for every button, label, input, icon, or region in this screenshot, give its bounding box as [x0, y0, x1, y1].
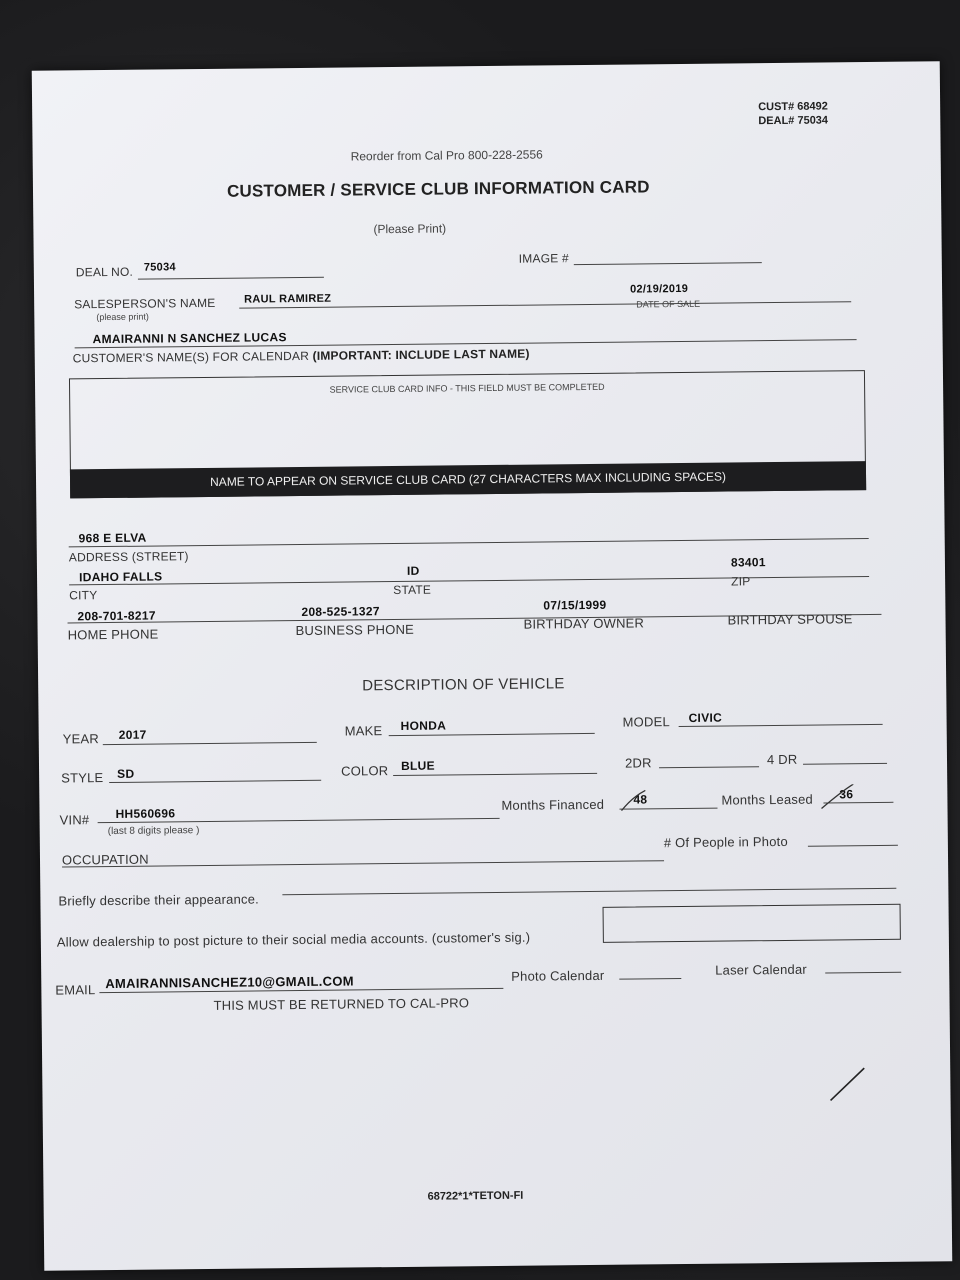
make-line [389, 733, 595, 736]
make-label: MAKE [344, 723, 383, 739]
zip-label: ZIP [731, 574, 751, 589]
two-door-label: 2DR [624, 755, 652, 771]
image-no-label: IMAGE # [518, 251, 569, 266]
vin-value: HH560696 [115, 806, 176, 821]
months-leased-value: 36 [839, 787, 854, 802]
color-label: COLOR [341, 763, 389, 779]
months-financed-value: 48 [633, 792, 648, 807]
customer-name-value: AMAIRANNI N SANCHEZ LUCAS [92, 330, 287, 347]
city-label: CITY [69, 588, 98, 603]
vehicle-section-title: DESCRIPTION OF VEHICLE [362, 675, 565, 695]
occupation-label: OCCUPATION [61, 851, 149, 868]
model-label: MODEL [622, 714, 670, 730]
birthday-owner-label: BIRTHDAY OWNER [523, 615, 645, 632]
months-financed-label: Months Financed [501, 796, 605, 813]
customer-name-label-important: (IMPORTANT: INCLUDE LAST NAME) [312, 346, 530, 363]
four-door-label: 4 DR [766, 751, 798, 768]
email-label: EMAIL [55, 982, 96, 998]
customer-signature-box[interactable] [603, 904, 901, 943]
info-card-paper [32, 61, 953, 1270]
occupation-line [62, 860, 664, 867]
cust-number: CUST# 68492 [758, 100, 828, 114]
please-print-note: (Please Print) [373, 221, 447, 237]
business-phone-label: BUSINESS PHONE [295, 621, 415, 639]
deal-no-label: DEAL NO. [75, 264, 134, 280]
months-leased-label: Months Leased [721, 791, 813, 808]
style-label: STYLE [61, 770, 104, 786]
color-line [393, 773, 597, 776]
color-value: BLUE [400, 758, 435, 773]
laser-calendar-label: Laser Calendar [715, 961, 807, 978]
style-line [109, 780, 321, 783]
service-club-name-bar: NAME TO APPEAR ON SERVICE CLUB CARD (27 CHARACTERS MAX INCLUDING SPACES) [70, 461, 866, 498]
street-value: 968 E ELVA [78, 530, 147, 546]
home-phone-label: HOME PHONE [67, 626, 159, 643]
business-phone-value: 208-525-1327 [301, 604, 380, 619]
two-door-line [659, 766, 759, 768]
year-line [103, 742, 317, 745]
vin-sublabel: (last 8 digits please ) [107, 825, 200, 838]
salesperson-value: RAUL RAMIREZ [244, 292, 332, 306]
state-value: ID [406, 563, 420, 578]
photo-calendar-line [619, 978, 681, 980]
appearance-label: Briefly describe their appearance. [58, 891, 259, 909]
deal-no-line [138, 277, 324, 280]
salesperson-sublabel: (please print) [96, 311, 149, 323]
birthday-owner-value: 07/15/1999 [543, 597, 607, 613]
salesperson-label: SALESPERSON'S NAME [74, 295, 216, 312]
laser-calendar-line [825, 972, 901, 974]
city-value: IDAHO FALLS [78, 569, 163, 585]
home-phone-value: 208-701-8217 [77, 608, 156, 624]
date-of-sale-value: 02/19/2019 [630, 282, 689, 296]
service-club-box-label: SERVICE CLUB CARD INFO - THIS FIELD MUST BE COMPLETED [329, 381, 605, 395]
birthday-spouse-label: BIRTHDAY SPOUSE [727, 611, 853, 628]
reorder-note: Reorder from Cal Pro 800-228-2556 [350, 147, 543, 164]
social-media-label: Allow dealership to post picture to their social media accounts. (customer's sig.) [56, 929, 531, 950]
page-title: CUSTOMER / SERVICE CLUB INFORMATION CARD [226, 177, 650, 201]
customer-name-label-text: CUSTOMER'S NAME(S) FOR CALENDAR [72, 348, 310, 366]
image-no-line [574, 262, 762, 265]
model-value: CIVIC [688, 710, 723, 725]
form-code: 68722*1*TETON-FI [427, 1189, 524, 1203]
four-door-line [803, 763, 887, 765]
return-note: THIS MUST BE RETURNED TO CAL-PRO [213, 995, 470, 1013]
pen-mark [826, 1064, 872, 1104]
people-in-photo-line [808, 845, 898, 847]
deal-number-top: DEAL# 75034 [758, 114, 829, 128]
street-line [69, 538, 869, 547]
pen-strokes [615, 784, 905, 817]
year-label: YEAR [62, 731, 100, 747]
date-of-sale-label: DATE OF SALE [636, 298, 701, 310]
vin-label: VIN# [59, 812, 90, 828]
year-value: 2017 [118, 727, 147, 742]
email-value: AMAIRANNISANCHEZ10@GMAIL.COM [105, 973, 354, 992]
zip-value: 83401 [730, 555, 766, 570]
state-label: STATE [393, 582, 432, 598]
people-in-photo-label: # Of People in Photo [663, 833, 788, 851]
make-value: HONDA [400, 718, 447, 733]
deal-no-value: 75034 [143, 261, 176, 274]
appearance-line [282, 888, 896, 895]
street-label: ADDRESS (STREET) [68, 549, 189, 565]
customer-name-label [73, 347, 530, 366]
photo-calendar-label: Photo Calendar [511, 967, 605, 984]
style-value: SD [117, 766, 135, 781]
